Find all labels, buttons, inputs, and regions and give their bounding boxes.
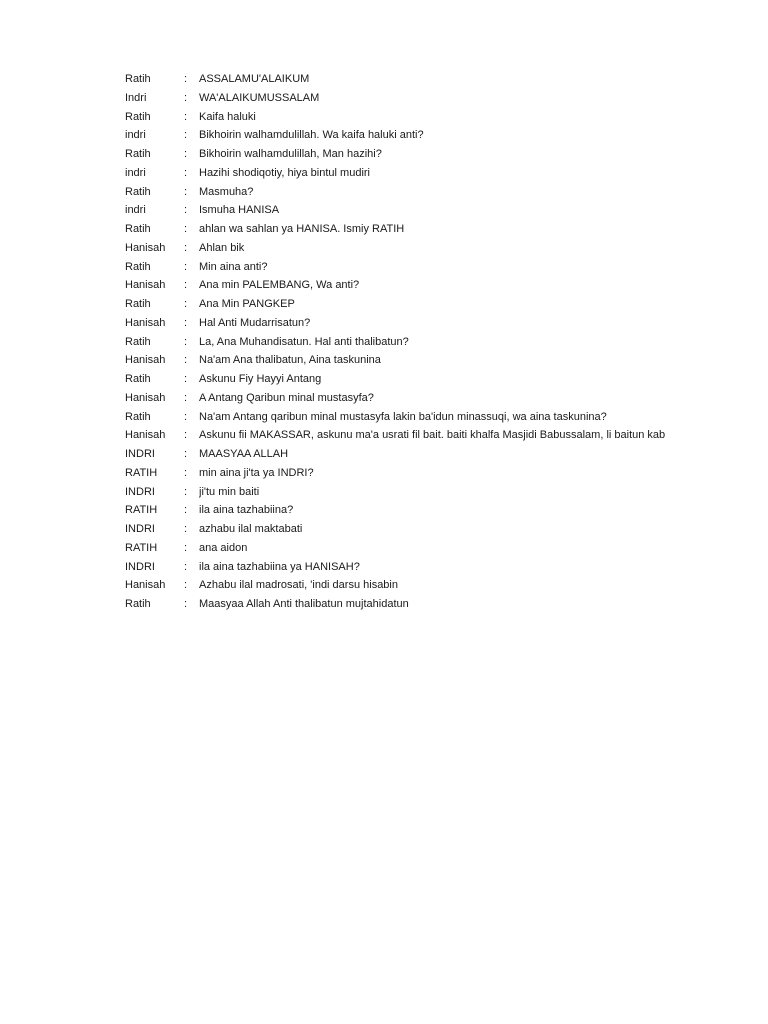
dialogue-text: WA'ALAIKUMUSSALAM [199,91,320,104]
dialogue-text: Na'am Ana thalibatun, Aina taskunina [199,354,381,367]
dialogue-text: Bikhoirin walhamdulillah, Man hazihi? [199,148,382,160]
dialogue-line [125,239,768,258]
colon-separator: : [184,298,188,310]
dialogue-text: Azhabu ilal madrosati, 'indi darsu hisabin [199,579,398,592]
dialogue-line [125,295,768,314]
speaker-name: Ratih [125,298,151,310]
colon-separator: : [184,579,188,592]
speaker-name: INDRI [125,560,155,573]
colon-separator: : [184,466,188,479]
colon-separator: : [184,204,188,217]
colon-separator: : [184,410,188,423]
dialogue-text: Masmuha? [199,185,254,198]
dialogue-text: ila aina tazhabiina? [199,504,294,517]
speaker-name: Ratih [125,148,151,160]
dialogue-text: ASSALAMU'ALAIKUM [199,73,310,85]
dialogue-line [125,558,768,577]
dialogue-line [125,408,768,427]
dialogue-line [125,276,768,295]
dialogue-line [125,426,768,445]
colon-separator: : [184,485,188,498]
dialogue-text: Hazihi shodiqotiy, hiya bintul mudiri [199,166,370,179]
dialogue-line [125,183,768,202]
speaker-name: Ratih [125,410,151,423]
colon-separator: : [184,429,188,442]
colon-separator: : [184,560,188,573]
dialogue-text: La, Ana Muhandisatun. Hal anti thalibatun? [199,335,409,348]
speaker-name: Ratih [125,223,151,235]
speaker-name: Hanisah [125,391,166,404]
speaker-name: INDRI [125,485,155,498]
dialogue-text: ila aina tazhabiina ya HANISAH? [199,560,360,573]
dialogue-line [125,445,768,464]
speaker-name: Ratih [125,373,151,385]
dialogue-line [125,89,768,108]
dialogue-text: Ahlan bik [199,241,245,254]
dialogue-text: min aina ji'ta ya INDRI? [199,466,314,479]
colon-separator: : [184,316,188,329]
speaker-name: RATIH [125,541,158,554]
colon-separator: : [184,391,188,404]
speaker-name: RATIH [125,504,158,517]
colon-separator: : [184,598,188,610]
colon-separator: : [184,373,188,385]
dialogue-line [125,501,768,520]
dialogue-line [125,314,768,333]
colon-separator: : [184,148,188,160]
dialogue-line [125,483,768,502]
colon-separator: : [184,260,188,273]
speaker-name: indri [125,204,146,217]
speaker-name: Hanisah [125,429,166,442]
dialogue-line [125,220,768,239]
dialogue-text: Ana min PALEMBANG, Wa anti? [199,279,360,292]
dialogue-text: ji'tu min baiti [199,485,260,498]
dialogue-text: Hal Anti Mudarrisatun? [199,316,311,329]
speaker-name: Indri [125,91,147,104]
dialogue-line [125,201,768,220]
speaker-name: Hanisah [125,354,166,367]
speaker-name: Ratih [125,185,151,198]
speaker-name: Ratih [125,598,151,610]
speaker-name: indri [125,166,146,179]
colon-separator: : [184,241,188,254]
dialogue-line [125,164,768,183]
colon-separator: : [184,279,188,292]
dialogue-line [125,351,768,370]
colon-separator: : [184,541,188,554]
dialogue-line [125,464,768,483]
colon-separator: : [184,185,188,198]
dialogue-text: A Antang Qaribun minal mustasyfa? [199,391,374,404]
speaker-name: Ratih [125,335,151,348]
speaker-name: RATIH [125,466,158,479]
dialogue-text: Askunu fii MAKASSAR, askunu ma'a usrati fil bait. baiti khalfa Masjidi Babussalam, li baitun kab [199,429,666,442]
dialogue-line [125,258,768,277]
colon-separator: : [184,91,188,104]
dialogue-line [125,520,768,539]
dialogue-text: ana aidon [199,541,248,554]
speaker-name: Hanisah [125,241,166,254]
dialogue-line [125,539,768,558]
colon-separator: : [184,223,188,235]
dialogue-text: Kaifa haluki [199,110,256,123]
dialogue-text: Na'am Antang qaribun minal mustasyfa lakin ba'idun minassuqi, wa aina taskunina? [199,410,607,423]
dialogue-text: Min aina anti? [199,260,268,273]
speaker-name: Hanisah [125,316,166,329]
dialogue-text: azhabu ilal maktabati [199,523,303,535]
dialogue-text: Ana Min PANGKEP [199,298,295,310]
dialogue-list [125,70,768,614]
dialogue-text: MAASYAA ALLAH [199,448,289,460]
dialogue-text: Bikhoirin walhamdulillah. Wa kaifa haluki anti? [199,129,424,142]
dialogue-line [125,576,768,595]
colon-separator: : [184,448,188,460]
dialogue-line [125,333,768,352]
colon-separator: : [184,523,188,535]
dialogue-line [125,70,768,89]
dialogue-text: Askunu Fiy Hayyi Antang [199,373,322,385]
speaker-name: Hanisah [125,279,166,292]
speaker-name: INDRI [125,448,155,460]
speaker-name: INDRI [125,523,155,535]
colon-separator: : [184,166,188,179]
dialogue-text: Maasyaa Allah Anti thalibatun mujtahidatun [199,598,409,610]
dialogue-line [125,108,768,127]
speaker-name: Ratih [125,73,151,85]
dialogue-text: ahlan wa sahlan ya HANISA. Ismiy RATIH [199,223,405,235]
speaker-name: indri [125,129,146,142]
colon-separator: : [184,354,188,367]
colon-separator: : [184,110,188,123]
dialogue-line [125,595,768,614]
speaker-name: Ratih [125,260,151,273]
dialogue-line [125,145,768,164]
dialogue-line [125,370,768,389]
dialogue-text: Ismuha HANISA [199,204,280,217]
colon-separator: : [184,129,188,142]
colon-separator: : [184,504,188,517]
dialogue-line [125,389,768,408]
dialogue-line [125,126,768,145]
colon-separator: : [184,73,188,85]
speaker-name: Hanisah [125,579,166,592]
speaker-name: Ratih [125,110,151,123]
colon-separator: : [184,335,188,348]
